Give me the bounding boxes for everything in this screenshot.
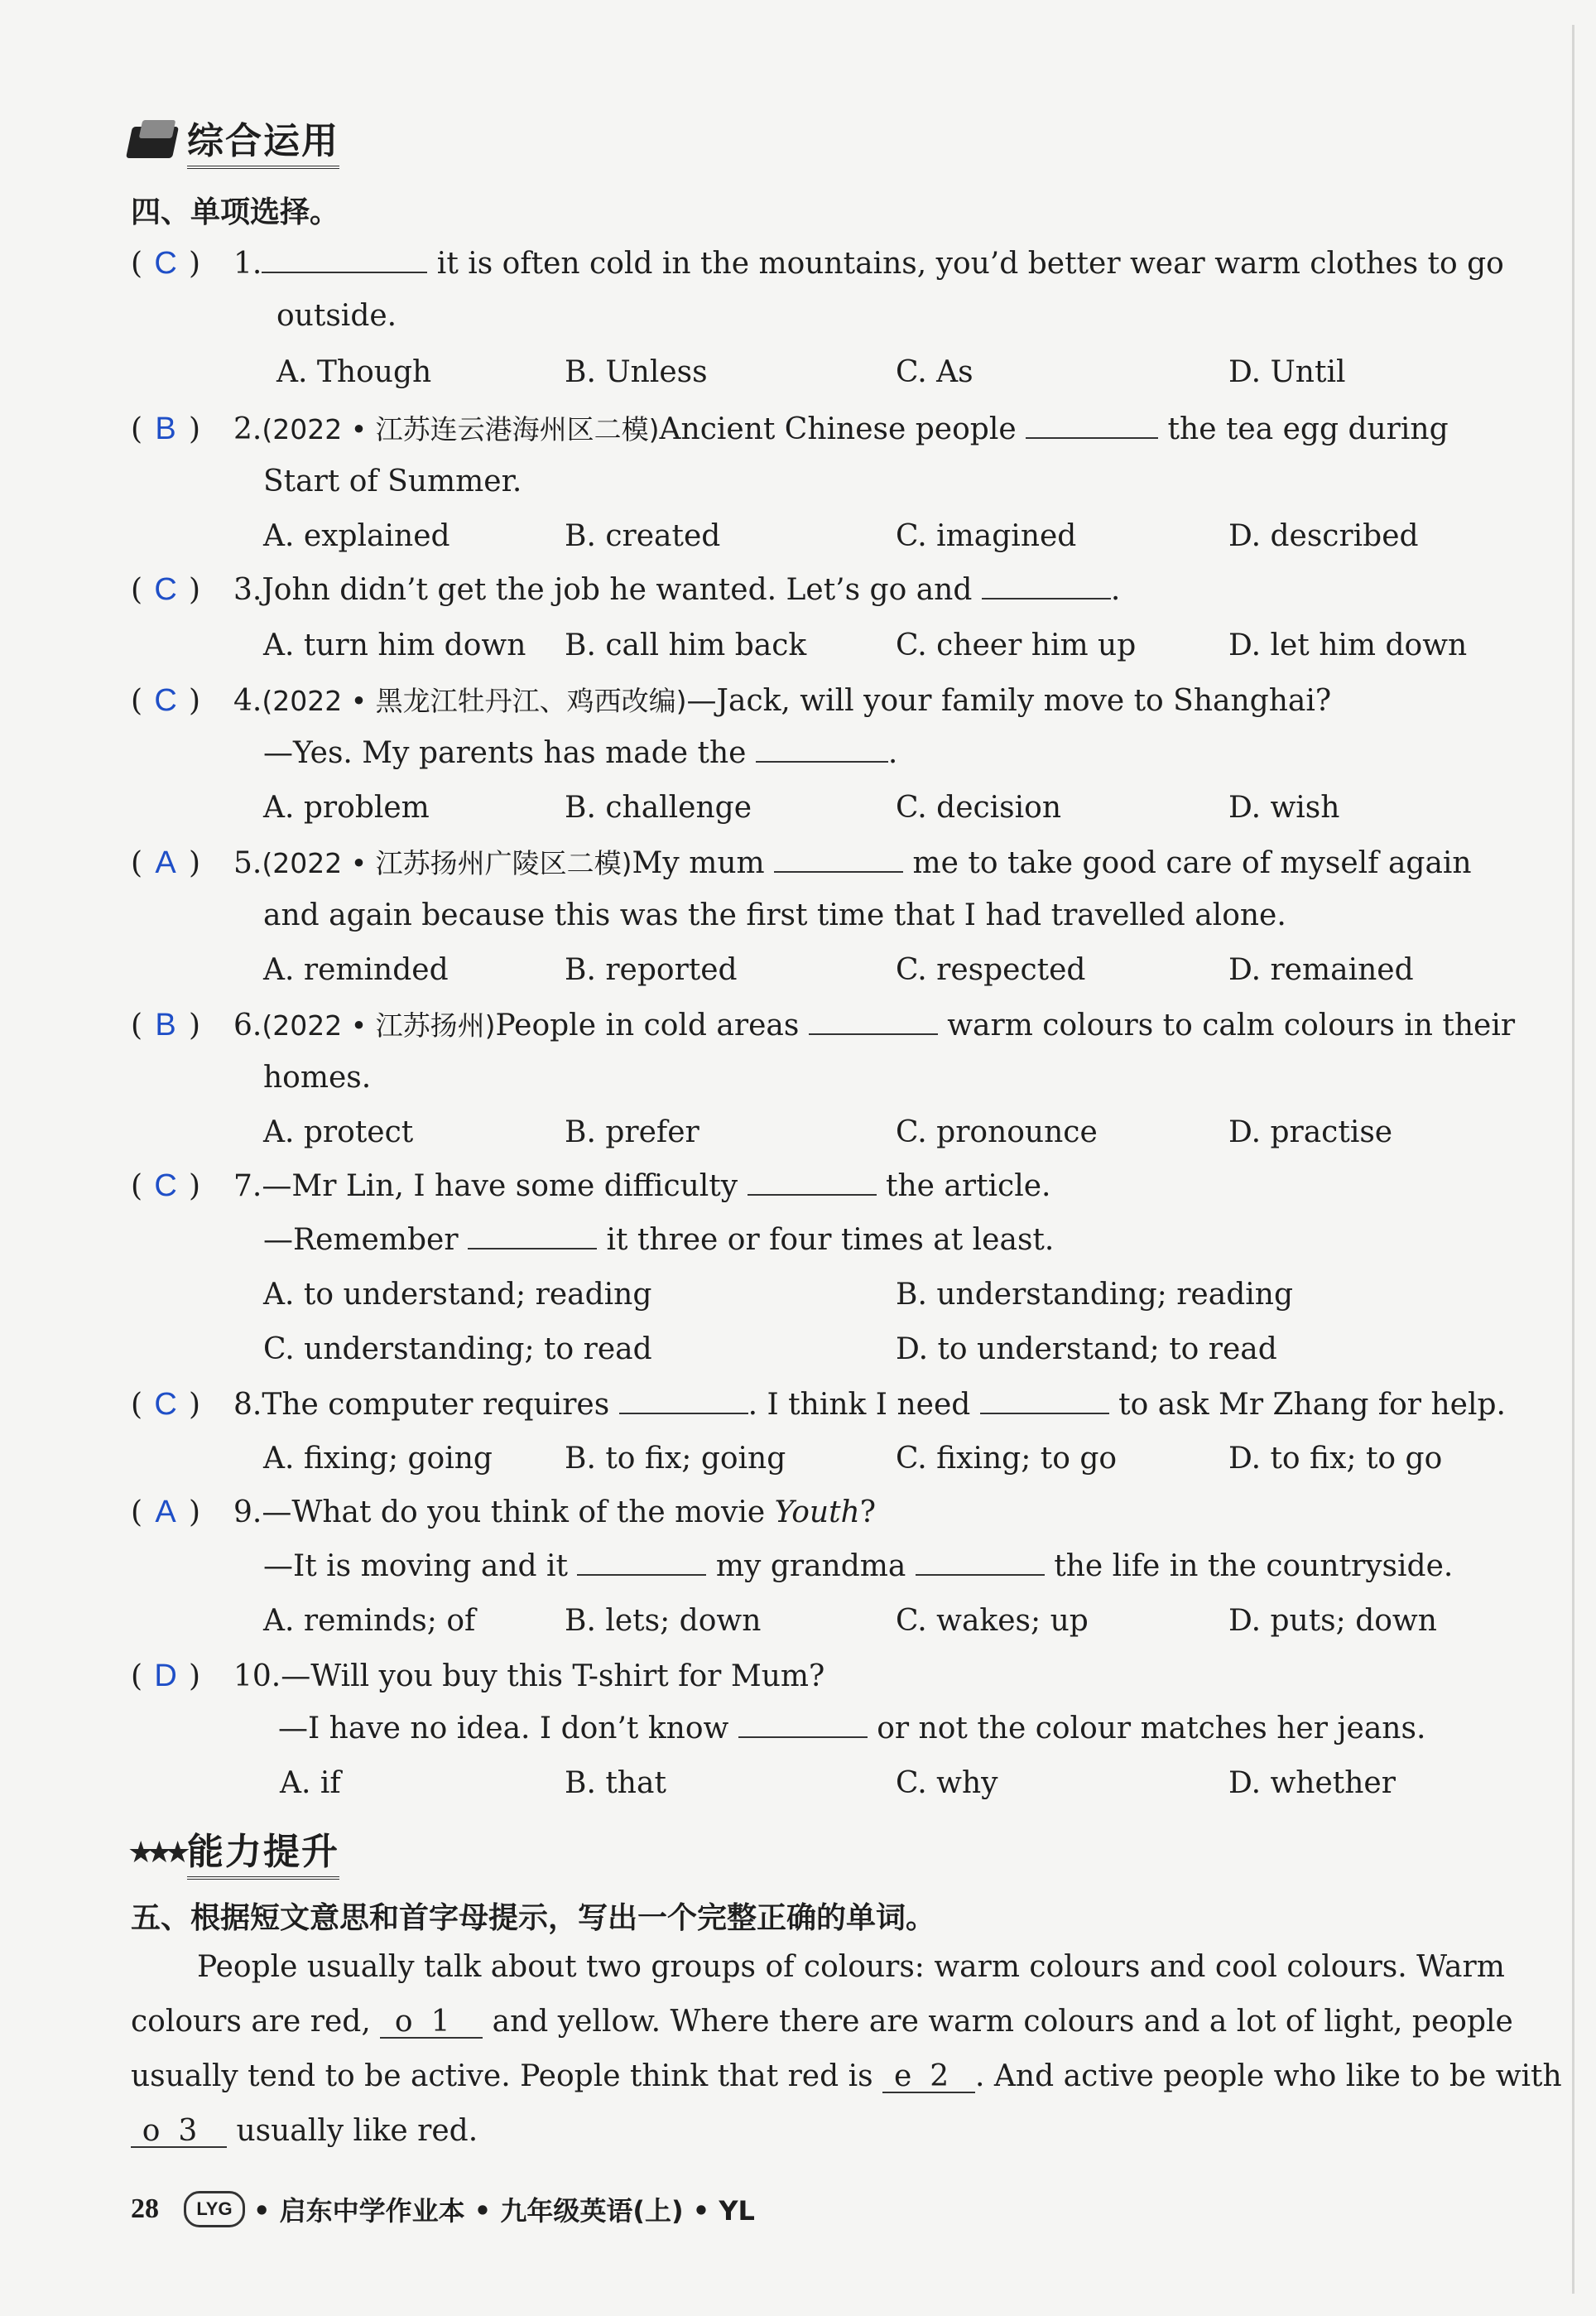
answer-blank: [982, 573, 1111, 599]
question-1: ( C ) 1. it is often cold in the mountains, you’d better wear warm clothes to go: [131, 246, 1504, 281]
task-heading: 五、根据短文意思和首字母提示，写出一个完整正确的单词。: [131, 1901, 936, 1935]
option-a: A. explained: [263, 519, 450, 553]
answer-blank: [468, 1223, 597, 1249]
answer-blank: [916, 1549, 1045, 1576]
answer: C: [154, 1168, 177, 1203]
answer-blank: [619, 1388, 748, 1414]
option-b: B. prefer: [565, 1115, 699, 1149]
option-a: A. to understand; reading: [263, 1278, 652, 1312]
option-a: A. if: [280, 1766, 341, 1800]
option-c: C. imagined: [896, 519, 1077, 553]
section-block-icon: [124, 118, 182, 161]
option-c: C. decision: [896, 791, 1062, 825]
publisher-logo: LYG: [184, 2191, 245, 2227]
answer: A: [155, 845, 176, 880]
question-4: ( C ) 4.(2022 • 黑龙江牡丹江、鸡西改编)—Jack, will your family move to Shanghai?: [131, 683, 1332, 718]
section-header-comprehensive: [124, 108, 339, 172]
option-c: C. why: [896, 1766, 998, 1800]
passage-line-2: colours are red, o 1 and yellow. Where there are warm colours and a lot of light, people: [131, 2005, 1513, 2039]
option-b: B. Unless: [565, 355, 708, 389]
option-a: A. reminded: [263, 953, 449, 987]
answer: C: [154, 1387, 177, 1422]
option-a: A. problem: [263, 791, 430, 825]
question-10-cont: —I have no idea. I don’t know or not the colour matches her jeans.: [278, 1712, 1426, 1745]
option-a: A. protect: [263, 1115, 414, 1149]
option-b: B. that: [565, 1766, 666, 1800]
book-title: • 启东中学作业本 • 九年级英语(上) • YL: [253, 2195, 755, 2227]
question-5: ( A ) 5.(2022 • 江苏扬州广陵区二模)My mum me to take good care of myself again: [131, 845, 1472, 880]
stars-icon: ★★★: [127, 1836, 183, 1870]
question-3: ( C ) 3.John didn’t get the job he wanted. Let’s go and .: [131, 572, 1121, 607]
question-source: (2022 • 江苏扬州广陵区二模): [262, 847, 632, 879]
option-c: C. respected: [896, 953, 1086, 987]
option-d: D. practise: [1228, 1115, 1393, 1149]
section-title: 综合运用: [187, 111, 339, 169]
page-footer: [131, 2190, 755, 2228]
question-source: (2022 • 江苏扬州): [262, 1009, 496, 1042]
question-7: ( C ) 7.—Mr Lin, I have some difficulty the article.: [131, 1168, 1051, 1203]
answer: D: [154, 1659, 177, 1693]
answer: C: [154, 683, 177, 718]
answer-blank: [756, 736, 888, 763]
answer: C: [154, 572, 177, 607]
option-d: D. remained: [1228, 953, 1414, 987]
answer-blank: [262, 247, 427, 273]
option-b: B. understanding; reading: [896, 1278, 1293, 1312]
question-6: ( B ) 6.(2022 • 江苏扬州)People in cold areas warm colours to calm colours in their: [131, 1008, 1516, 1042]
option-d: D. puts; down: [1228, 1604, 1437, 1638]
question-10: ( D ) 10.—Will you buy this T-shirt for Mum?: [131, 1659, 825, 1693]
answer-blank: [748, 1169, 877, 1196]
option-b: B. call him back: [565, 628, 807, 662]
question-2: ( B ) 2.(2022 • 江苏连云港海州区二模)Ancient Chinese people the tea egg during: [131, 412, 1449, 446]
answer: C: [154, 246, 177, 281]
section-title: 能力提升: [187, 1822, 339, 1880]
answer-blank: [980, 1388, 1109, 1414]
section-header-ability: [124, 1818, 339, 1883]
answer: B: [155, 412, 176, 446]
page-number: 28: [131, 2193, 159, 2224]
answer-blank: [774, 846, 903, 873]
option-c: C. wakes; up: [896, 1604, 1089, 1638]
fill-blank-3[interactable]: o 3: [131, 2113, 227, 2148]
answer: B: [155, 1008, 176, 1042]
option-d: D. described: [1228, 519, 1419, 553]
answer-blank: [1026, 412, 1158, 439]
question-7-cont: —Remember it three or four times at least.: [263, 1223, 1055, 1257]
question-source: (2022 • 黑龙江牡丹江、鸡西改编): [262, 685, 687, 717]
task-heading: 四、单项选择。: [131, 195, 340, 229]
question-5-cont: and again because this was the first time that I had travelled alone.: [263, 898, 1286, 932]
option-a: A. reminds; of: [263, 1604, 476, 1638]
question-9-cont: —It is moving and it my grandma the life in the countryside.: [263, 1549, 1454, 1583]
question-2-cont: Start of Summer.: [263, 465, 522, 498]
option-a: A. Though: [276, 355, 432, 389]
question-6-cont: homes.: [263, 1061, 372, 1095]
option-b: B. challenge: [565, 791, 752, 825]
option-d: D. Until: [1228, 355, 1346, 389]
answer-blank: [809, 1009, 938, 1035]
question-source: (2022 • 江苏连云港海州区二模): [262, 413, 660, 445]
option-c: C. understanding; to read: [263, 1332, 652, 1366]
passage-line-4: o 3 usually like red.: [131, 2113, 478, 2150]
option-b: B. lets; down: [565, 1604, 762, 1638]
question-4-cont: —Yes. My parents has made the .: [263, 736, 898, 770]
option-c: C. pronounce: [896, 1115, 1098, 1149]
passage-line-3: usually tend to be active. People think that red is e 2 . And active people who like to be with: [131, 2059, 1562, 2093]
option-b: B. reported: [565, 953, 738, 987]
fill-blank-2[interactable]: e 2: [882, 2058, 975, 2093]
movie-title: Youth: [774, 1495, 860, 1529]
option-a: A. turn him down: [263, 628, 526, 662]
option-d: D. to fix; to go: [1228, 1442, 1443, 1476]
option-d: D. whether: [1228, 1766, 1396, 1800]
passage-line-1: People usually talk about two groups of colours: warm colours and cool colours. Warm: [197, 1950, 1505, 1984]
answer-blank: [738, 1712, 868, 1738]
question-9: ( A ) 9.—What do you think of the movie Youth?: [131, 1495, 877, 1529]
question-8: ( C ) 8.The computer requires . I think I need to ask Mr Zhang for help.: [131, 1387, 1506, 1422]
option-b: B. created: [565, 519, 721, 553]
option-d: D. let him down: [1228, 628, 1468, 662]
fill-blank-1[interactable]: o 1: [380, 2004, 483, 2039]
option-a: A. fixing; going: [263, 1442, 493, 1476]
answer-blank: [577, 1549, 706, 1576]
answer: A: [155, 1495, 176, 1529]
question-1-cont: outside.: [276, 299, 397, 333]
option-c: C. fixing; to go: [896, 1442, 1118, 1476]
option-d: D. wish: [1228, 791, 1340, 825]
option-c: C. cheer him up: [896, 628, 1137, 662]
option-b: B. to fix; going: [565, 1442, 786, 1476]
option-c: C. As: [896, 355, 973, 389]
option-d: D. to understand; to read: [896, 1332, 1277, 1366]
page-edge: [1572, 25, 1574, 2294]
